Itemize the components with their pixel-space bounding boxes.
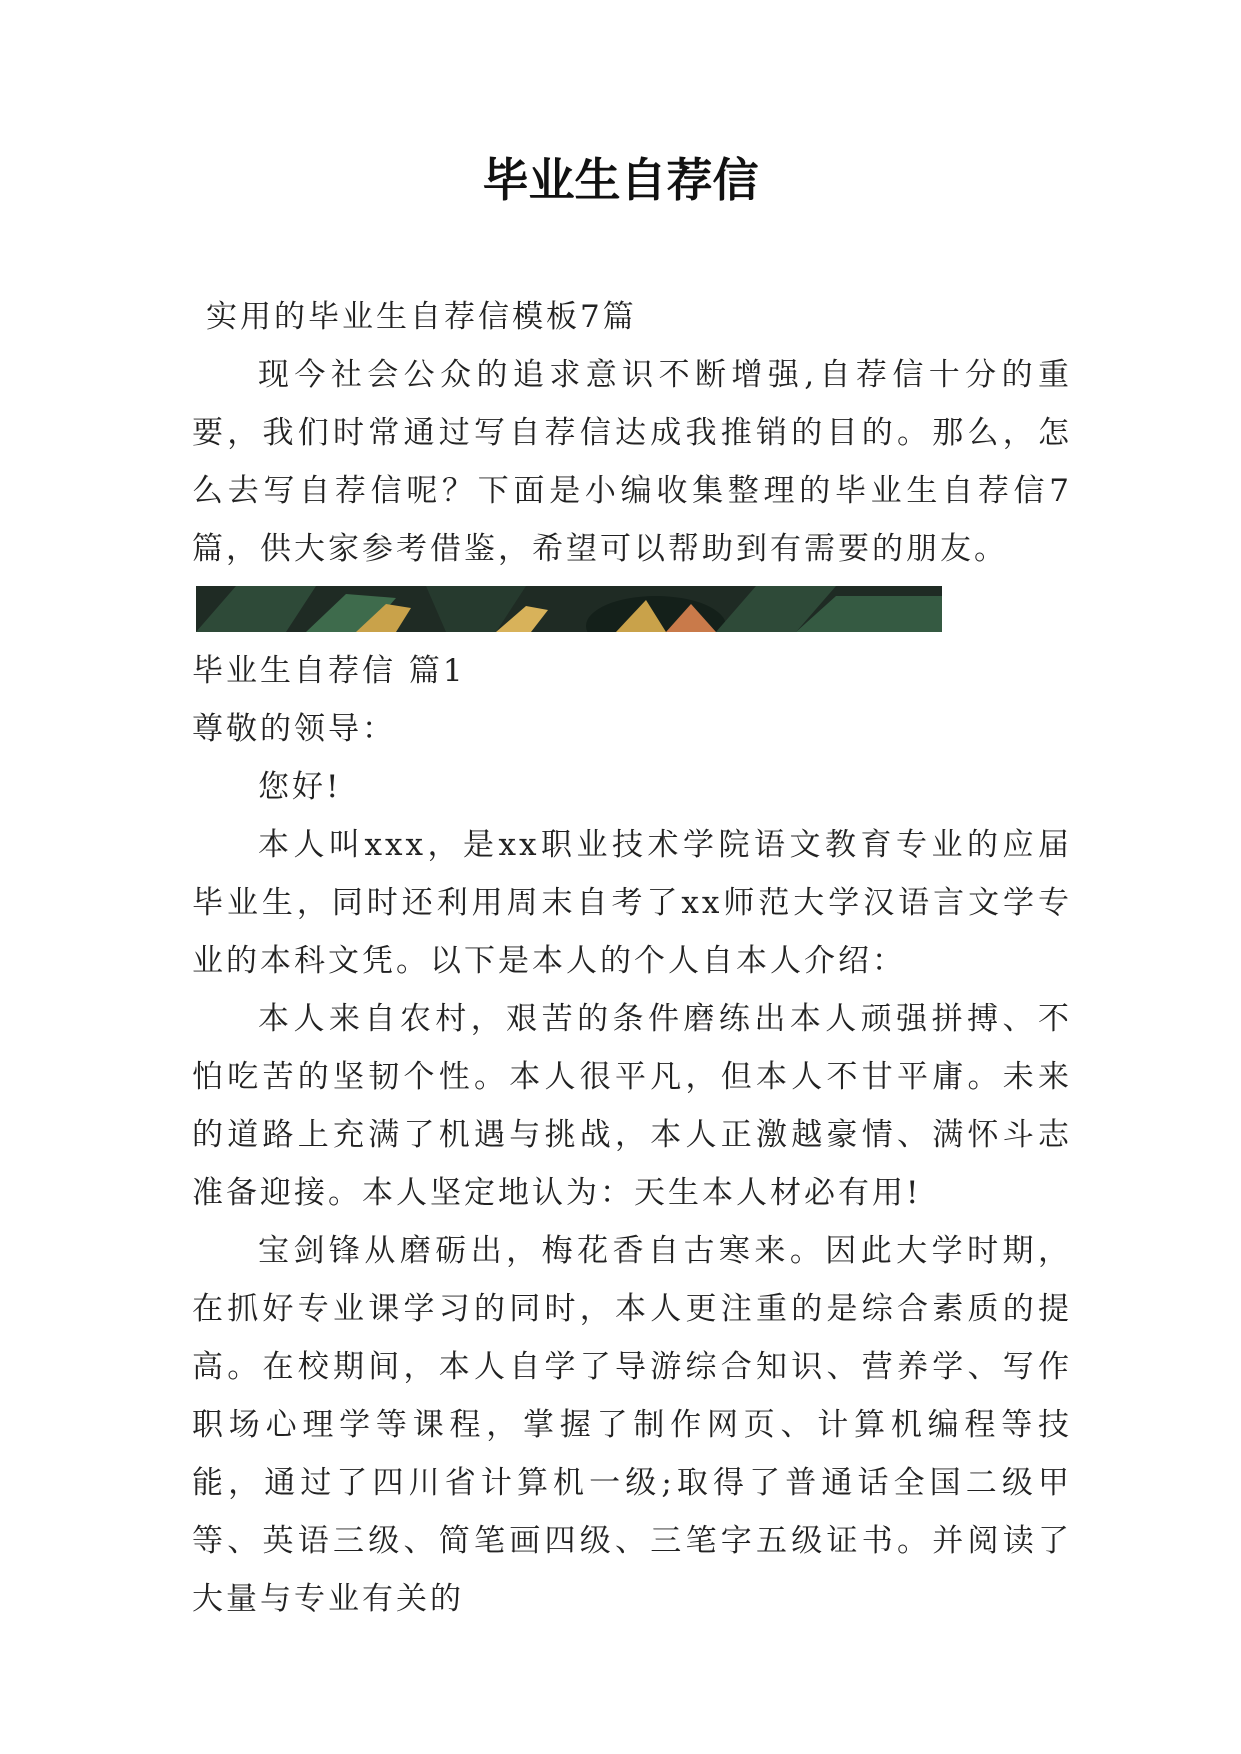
body-paragraph: 宝剑锋从磨砺出，梅花香自古寒来。因此大学时期，在抓好专业课学习的同时，本人更注重的是综合素质的提高。在校期间，本人自学了导游综合知识、营养学、写作职场心理学等课程，掌握了制作网页、计算机编程等技能，通过了四川省计算机一级;取得了普通话全国二级甲等、英语三级、简笔画四级、三笔字五级证书。并阅读了大量与专业有关的 xyxy=(192,1233,1072,1617)
section-heading: 毕业生自荐信 篇1 xyxy=(192,653,466,689)
graduation-photo-banner xyxy=(196,586,942,632)
body-paragraph: 本人叫xxx，是xx职业技术学院语文教育专业的应届毕业生，同时还利用周末自考了xx师范大学汉语言文学专业的本科文凭。以下是本人的个人自本人介绍： xyxy=(192,827,1072,979)
document-subtitle: 实用的毕业生自荐信模板7篇 xyxy=(206,299,637,335)
body-paragraph: 本人来自农村，艰苦的条件磨练出本人顽强拼搏、不怕吃苦的坚韧个性。本人很平凡，但本人不甘平庸。未来的道路上充满了机遇与挑战，本人正激越豪情、满怀斗志准备迎接。本人坚定地认为：天生本人材必有用! xyxy=(192,1001,1072,1211)
document-title: 毕业生自荐信 xyxy=(482,153,759,207)
intro-paragraph: 现今社会公众的追求意识不断增强,自荐信十分的重要，我们时常通过写自荐信达成我推销的目的。那么，怎么去写自荐信呢？下面是小编收集整理的毕业生自荐信7篇，供大家参考借鉴，希望可以帮助到有需要的朋友。 xyxy=(192,357,1072,567)
graduation-photo-graphic xyxy=(196,586,942,632)
greeting: 您好! xyxy=(258,769,342,805)
document-body xyxy=(192,288,1072,1628)
salutation: 尊敬的领导： xyxy=(192,711,396,747)
